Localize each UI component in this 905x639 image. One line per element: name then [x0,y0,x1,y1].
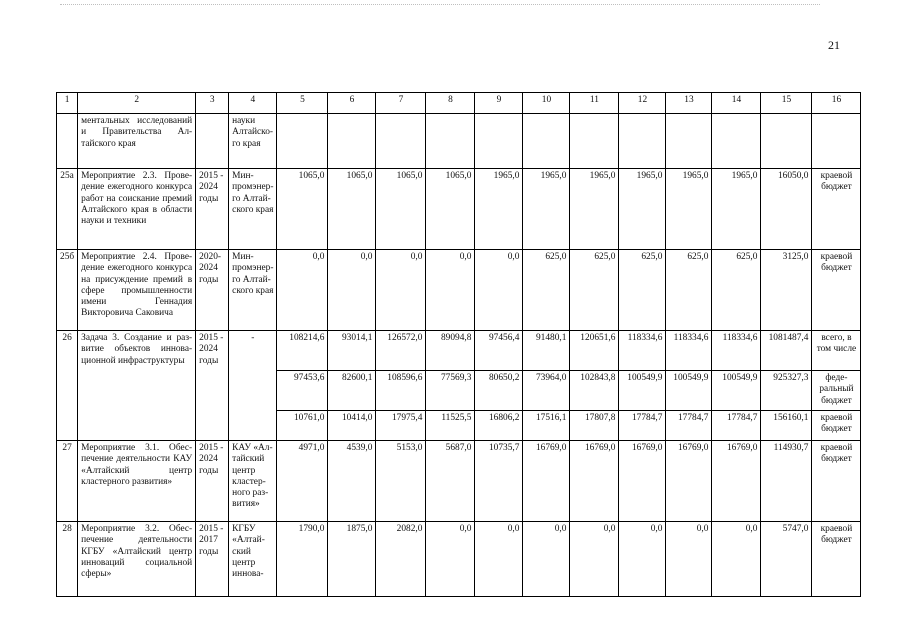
year-value [570,114,619,169]
executor: - [229,331,277,441]
table-row [57,441,861,522]
funding-source: федеральный бюджет [812,371,861,411]
year-value: 5687,0 [426,441,475,522]
year-value [426,114,475,169]
year-value: 0,0 [426,522,475,597]
year-value: 0,0 [277,250,328,331]
year-value: 100549,9 [666,371,712,411]
header-row [57,93,861,114]
year-value [712,114,761,169]
period-years [196,114,229,169]
period-years: 2020-2024 годы [196,250,229,331]
year-value: 89094,8 [426,331,475,371]
year-value: 4971,0 [277,441,328,522]
year-value [277,114,328,169]
year-value: 73964,0 [523,371,570,411]
total-value: 114930,7 [761,441,812,522]
activity-name: Мероприятие 2.3. Проведение ежегодного конкурса работ на соискание премий Алтайского края в области науки и техники [78,169,196,250]
year-value [666,114,712,169]
period-years: 2015 - 2017 годы [196,522,229,597]
column-header-9: 9 [475,93,523,114]
year-value: 0,0 [475,250,523,331]
funding-source: всего, в том числе [812,331,861,371]
executor: Минпромэнерго Алтайского края [229,169,277,250]
activity-name: Мероприятие 3.2. Обеспечение деятельности КГБУ «Алтайский центр инноваций социальной сферы» [78,522,196,597]
row-number: 25а [57,169,78,250]
year-value: 11525,5 [426,411,475,441]
period-years: 2015 - 2024 годы [196,331,229,441]
year-value: 0,0 [523,522,570,597]
column-header-1: 1 [57,93,78,114]
period-years: 2015 - 2024 годы [196,441,229,522]
row-number: 26 [57,331,78,441]
executor: науки Алтайского края [229,114,277,169]
activity-name: Мероприятие 2.4. Проведение ежегодного конкурса на присуждение премий в сфере промышленности имени Геннадия Викторовича Саковича [78,250,196,331]
funding-source: краевой бюджет [812,411,861,441]
year-value: 1965,0 [619,169,666,250]
year-value: 80650,2 [475,371,523,411]
column-header-4: 4 [229,93,277,114]
year-value: 118334,6 [619,331,666,371]
year-value: 91480,1 [523,331,570,371]
total-value: 5747,0 [761,522,812,597]
year-value: 4539,0 [328,441,376,522]
year-value: 97453,6 [277,371,328,411]
column-header-12: 12 [619,93,666,114]
table-row [57,522,861,597]
year-value: 16769,0 [666,441,712,522]
column-header-16: 16 [812,93,861,114]
year-value: 1065,0 [328,169,376,250]
executor: Минпромэнерго Алтайского края [229,250,277,331]
row-number: 28 [57,522,78,597]
total-value: 16050,0 [761,169,812,250]
row-number: 25б [57,250,78,331]
table-row [57,250,861,331]
year-value: 108214,6 [277,331,328,371]
year-value: 17784,7 [619,411,666,441]
year-value: 118334,6 [666,331,712,371]
year-value [475,114,523,169]
year-value: 120651,6 [570,331,619,371]
year-value: 2082,0 [376,522,426,597]
table-body [57,114,861,597]
year-value: 0,0 [328,250,376,331]
year-value: 108596,6 [376,371,426,411]
year-value: 100549,9 [619,371,666,411]
column-header-14: 14 [712,93,761,114]
scan-top-edge [60,4,820,6]
year-value: 0,0 [376,250,426,331]
year-value: 17807,8 [570,411,619,441]
year-value: 1965,0 [570,169,619,250]
funding-source: краевой бюджет [812,522,861,597]
year-value: 10735,7 [475,441,523,522]
table-row [57,331,861,371]
column-header-13: 13 [666,93,712,114]
column-header-10: 10 [523,93,570,114]
activity-name: ментальных исследований и Правительства Алтайского края [78,114,196,169]
year-value: 10414,0 [328,411,376,441]
activity-name: Мероприятие 3.1. Обеспечение деятельности КАУ «Алтайский центр кластерного развития» [78,441,196,522]
column-header-15: 15 [761,93,812,114]
year-value: 16769,0 [619,441,666,522]
year-value: 16806,2 [475,411,523,441]
year-value [376,114,426,169]
year-value: 625,0 [570,250,619,331]
year-value [328,114,376,169]
year-value: 126572,0 [376,331,426,371]
period-years: 2015 - 2024 годы [196,169,229,250]
year-value: 102843,8 [570,371,619,411]
funding-source: краевой бюджет [812,250,861,331]
page-number: 21 [828,38,840,52]
column-header-8: 8 [426,93,475,114]
year-value: 10761,0 [277,411,328,441]
column-header-3: 3 [196,93,229,114]
year-value: 0,0 [570,522,619,597]
column-header-6: 6 [328,93,376,114]
table-row [57,114,861,169]
total-value: 156160,1 [761,411,812,441]
year-value: 17784,7 [666,411,712,441]
activity-name: Задача 3. Создание и развитие объектов инновационной инфраструктуры [78,331,196,441]
year-value: 0,0 [712,522,761,597]
year-value: 0,0 [619,522,666,597]
executor: КГБУ «Алтайский центр иннова- [229,522,277,597]
total-value: 1081487,4 [761,331,812,371]
funding-source: краевой бюджет [812,169,861,250]
year-value: 625,0 [712,250,761,331]
year-value [523,114,570,169]
year-value: 1790,0 [277,522,328,597]
year-value: 1965,0 [475,169,523,250]
year-value: 17516,1 [523,411,570,441]
year-value: 1875,0 [328,522,376,597]
row-number [57,114,78,169]
year-value: 625,0 [619,250,666,331]
year-value: 16769,0 [523,441,570,522]
total-value: 3125,0 [761,250,812,331]
year-value: 0,0 [666,522,712,597]
total-value [761,114,812,169]
year-value: 82600,1 [328,371,376,411]
year-value: 16769,0 [712,441,761,522]
column-header-2: 2 [78,93,196,114]
year-value: 1965,0 [712,169,761,250]
year-value: 1965,0 [523,169,570,250]
year-value: 118334,6 [712,331,761,371]
year-value: 16769,0 [570,441,619,522]
year-value: 1965,0 [666,169,712,250]
table-row [57,169,861,250]
year-value: 0,0 [426,250,475,331]
year-value: 0,0 [475,522,523,597]
budget-table [56,92,861,597]
year-value: 93014,1 [328,331,376,371]
year-value: 97456,4 [475,331,523,371]
year-value: 625,0 [666,250,712,331]
column-header-7: 7 [376,93,426,114]
year-value [619,114,666,169]
funding-source: краевой бюджет [812,441,861,522]
total-value: 925327,3 [761,371,812,411]
year-value: 1065,0 [277,169,328,250]
executor: КАУ «Алтайский центр кластерного развития» [229,441,277,522]
year-value: 17784,7 [712,411,761,441]
year-value: 1065,0 [426,169,475,250]
column-header-11: 11 [570,93,619,114]
year-value: 77569,3 [426,371,475,411]
year-value: 5153,0 [376,441,426,522]
funding-source [812,114,861,169]
column-header-5: 5 [277,93,328,114]
row-number: 27 [57,441,78,522]
year-value: 17975,4 [376,411,426,441]
year-value: 1065,0 [376,169,426,250]
year-value: 625,0 [523,250,570,331]
year-value: 100549,9 [712,371,761,411]
